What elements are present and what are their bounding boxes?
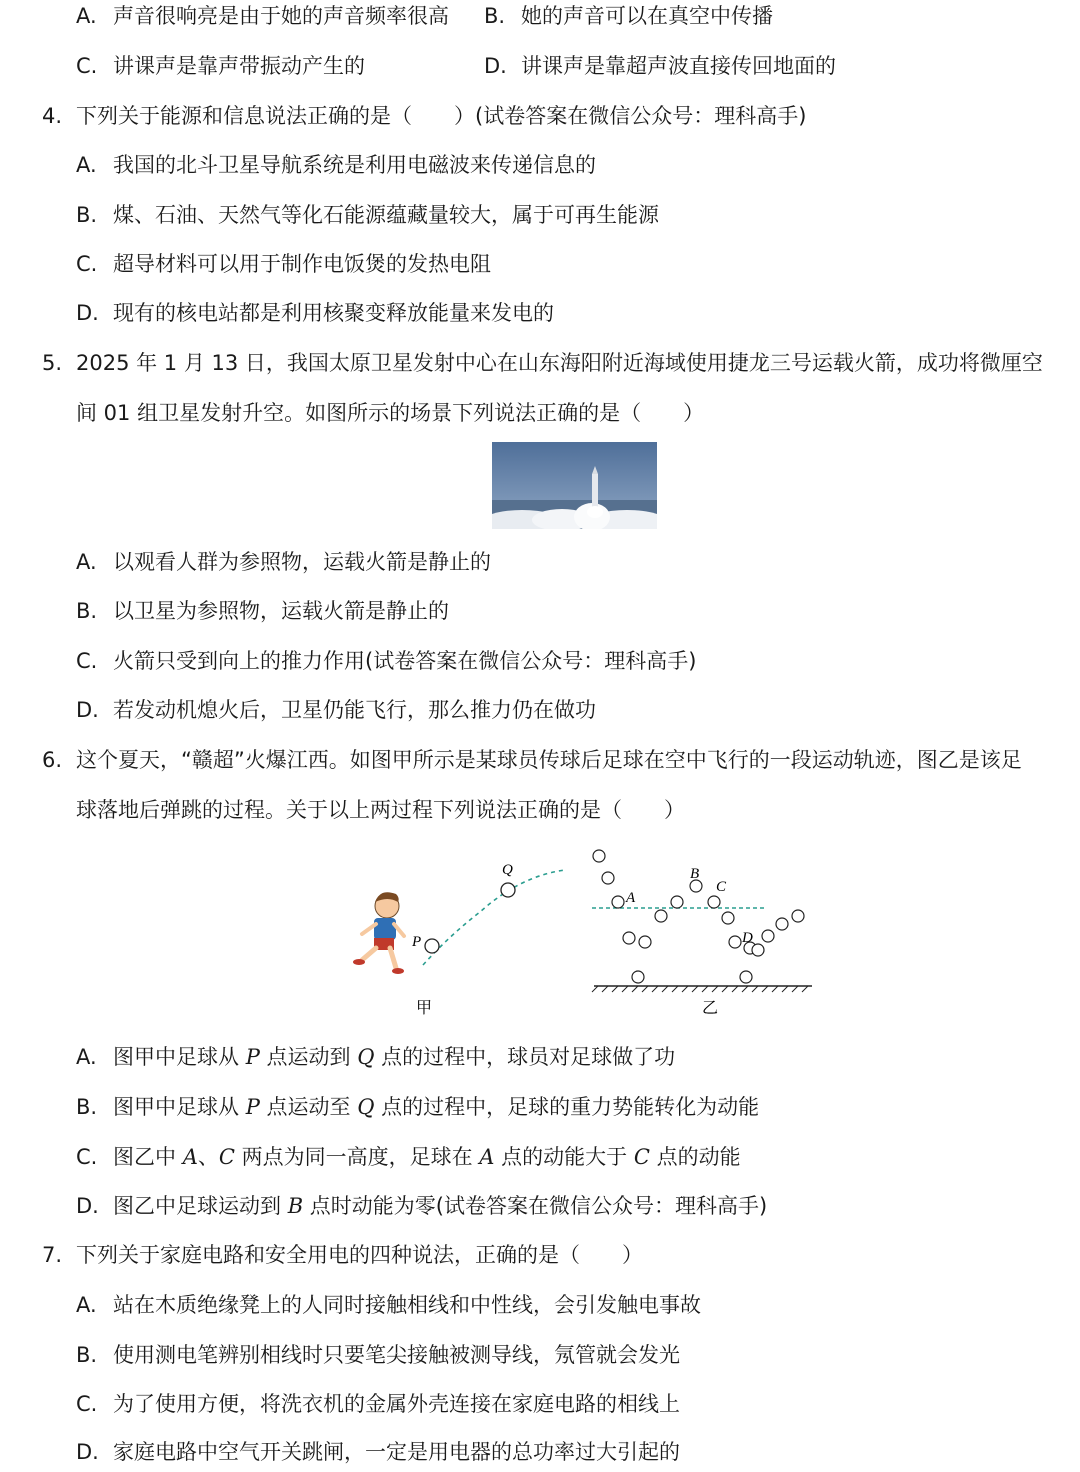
option-text: 图甲中足球从 P 点运动到 Q 点的过程中，球员对足球做了功 xyxy=(113,1045,676,1069)
option-label: D. xyxy=(76,698,99,722)
q3-option-a-text: 声音很响亮是由于她的声音频率很高 xyxy=(113,4,449,28)
q7-number: 7. xyxy=(42,1243,63,1267)
q4-stem-text: 下列关于能源和信息说法正确的是（ ）(试卷答案在微信公众号：理科高手) xyxy=(76,104,807,128)
option-label: A. xyxy=(76,550,97,574)
q6-stem-line-1 xyxy=(0,740,1080,780)
option-label: D. xyxy=(76,1440,99,1464)
option-label: A. xyxy=(76,1293,97,1317)
option-label: D. xyxy=(76,1194,99,1218)
q4-stem xyxy=(0,96,1080,136)
q5-option-a xyxy=(0,542,1080,582)
option-text: 火箭只受到向上的推力作用(试卷答案在微信公众号：理科高手) xyxy=(113,649,697,673)
option-label: B. xyxy=(76,1343,98,1367)
option-text: 为了使用方便，将洗衣机的金属外壳连接在家庭电路的相线上 xyxy=(113,1392,680,1416)
point-b-label: B xyxy=(690,866,700,882)
option-label: C. xyxy=(76,1392,98,1416)
q6-option-d xyxy=(0,1186,1080,1226)
option-text: 站在木质绝缘凳上的人同时接触相线和中性线，会引发触电事故 xyxy=(113,1293,701,1317)
option-text: 使用测电笔辨别相线时只要笔尖接触被测导线，氖管就会发光 xyxy=(113,1343,680,1367)
option-text: 图乙中足球运动到 B 点时动能为零(试卷答案在微信公众号：理科高手) xyxy=(113,1194,768,1218)
q3-options-row-1 xyxy=(0,0,1080,36)
option-label: A. xyxy=(76,153,97,177)
option-text: 图乙中 A、C 两点为同一高度，足球在 A 点的动能大于 C 点的动能 xyxy=(113,1145,741,1169)
q7-option-a xyxy=(0,1285,1080,1325)
option-label: D. xyxy=(76,301,99,325)
caption-right: 乙 xyxy=(702,1000,719,1017)
option-label: B. xyxy=(76,599,98,623)
option-text: 以观看人群为参照物，运载火箭是静止的 xyxy=(113,550,491,574)
q4-option-d xyxy=(0,293,1080,333)
q5-option-c xyxy=(0,641,1080,681)
caption-left: 甲 xyxy=(416,1000,433,1017)
q6-stem-line-2 xyxy=(0,790,1080,830)
q7-option-b xyxy=(0,1335,1080,1375)
option-text: 我国的北斗卫星导航系统是利用电磁波来传递信息的 xyxy=(113,153,596,177)
q3-option-d-text: 讲课声是靠超声波直接传回地面的 xyxy=(521,54,836,78)
q6-stem-text-2: 球落地后弹跳的过程。关于以上两过程下列说法正确的是（ ） xyxy=(76,798,685,822)
option-label: C. xyxy=(76,252,98,276)
q4-option-c xyxy=(0,244,1080,284)
point-a-label: A xyxy=(626,890,636,906)
option-text: 超导材料可以用于制作电饭煲的发热电阻 xyxy=(113,252,491,276)
point-p-label: P xyxy=(412,934,422,950)
option-label: C. xyxy=(76,649,98,673)
option-text: 家庭电路中空气开关跳闸，一定是用电器的总功率过大引起的 xyxy=(113,1440,680,1464)
q4-number: 4. xyxy=(42,104,63,128)
q5-stem-line-1 xyxy=(0,343,1080,383)
q6-option-a xyxy=(0,1037,1080,1077)
q3-option-a-label: A. xyxy=(76,4,97,28)
option-text: 现有的核电站都是利用核聚变释放能量来发电的 xyxy=(113,301,554,325)
q5-stem-line-2 xyxy=(0,393,1080,433)
q5-number: 5. xyxy=(42,351,63,375)
q6-stem-text-1: 这个夏天，“赣超”火爆江西。如图甲所示是某球员传球后足球在空中飞行的一段运动轨迹，图乙是该足 xyxy=(76,748,1022,772)
option-label: B. xyxy=(76,203,98,227)
q7-stem-text: 下列关于家庭电路和安全用电的四种说法，正确的是（ ） xyxy=(76,1243,643,1267)
football-figure xyxy=(330,840,830,1025)
point-d-label: D xyxy=(742,930,753,946)
point-q-label: Q xyxy=(502,862,513,878)
option-label: A. xyxy=(76,1045,97,1069)
q6-option-b xyxy=(0,1087,1080,1127)
q5-stem-text-2: 间 01 组卫星发射升空。如图所示的场景下列说法正确的是（ ） xyxy=(76,401,705,425)
q5-stem-text-1: 2025 年 1 月 13 日，我国太原卫星发射中心在山东海阳附近海域使用捷龙三号运载火箭，成功将微厘空 xyxy=(76,351,1043,375)
q3-option-b-label: B. xyxy=(484,4,506,28)
option-label: C. xyxy=(76,1145,98,1169)
q4-option-b xyxy=(0,195,1080,235)
q7-stem xyxy=(0,1235,1080,1275)
boy-player-illustration xyxy=(353,892,404,974)
rocket-launch-photo xyxy=(492,442,657,529)
q6-number: 6. xyxy=(42,748,63,772)
option-label: B. xyxy=(76,1095,98,1119)
point-c-label: C xyxy=(716,879,727,895)
option-text: 以卫星为参照物，运载火箭是静止的 xyxy=(113,599,449,623)
q3-option-b-text: 她的声音可以在真空中传播 xyxy=(521,4,773,28)
q5-option-d xyxy=(0,690,1080,730)
option-text: 煤、石油、天然气等化石能源蕴藏量较大，属于可再生能源 xyxy=(113,203,659,227)
q3-options-row-2 xyxy=(0,46,1080,86)
q3-option-c-text: 讲课声是靠声带振动产生的 xyxy=(113,54,365,78)
option-text: 图甲中足球从 P 点运动至 Q 点的过程中，足球的重力势能转化为动能 xyxy=(113,1095,760,1119)
q3-option-c-label: C. xyxy=(76,54,98,78)
q3-option-d-label: D. xyxy=(484,54,507,78)
q7-option-c xyxy=(0,1384,1080,1424)
q6-option-c xyxy=(0,1137,1080,1177)
q5-option-b xyxy=(0,591,1080,631)
q7-option-d xyxy=(0,1432,1080,1472)
option-text: 若发动机熄火后，卫星仍能飞行，那么推力仍在做功 xyxy=(113,698,596,722)
q4-option-a xyxy=(0,145,1080,185)
